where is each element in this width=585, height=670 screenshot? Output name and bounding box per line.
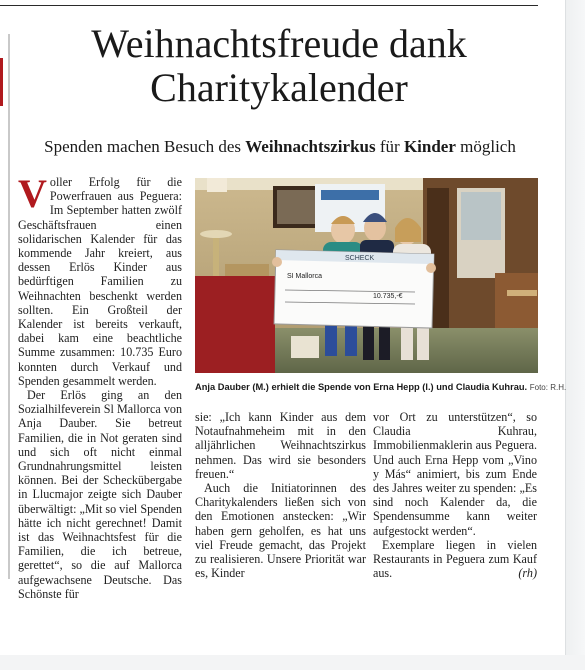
page-edge-bottom [0,655,585,670]
cheque-payee: SI Mallorca [287,273,323,280]
subhead-bold-2: Kinder [403,137,456,156]
page-edge-right [565,0,585,670]
adjacent-article-edge [0,58,3,106]
subhead-text-2: für [375,137,404,156]
article-column-3 [373,410,537,580]
photo-caption [195,381,567,394]
subhead-text-1: Spenden machen Besuch des [44,137,246,156]
photo-credit: Foto: R.H. [529,383,567,392]
cheque-amount: 10.735,-€ [373,293,403,300]
article-column-2 [195,410,366,580]
paragraph-1-text: oller Erfolg für die Powerfrauen aus Peguera: Im September hatten zwölf Geschäftsfrauen einen solidarischen Kalender für das kommende Jahr kreiert, aus dessen Erlös Kinder aus bedürftigen Familien zu Weihnachten beschenkt werden sollten. Ein Großteil der Kalender ist bereits verkauft, dabei kam eine beachtliche Summe zusammen: 10.735 Euro konnten durch Verkauf und Spenden gesammelt werden. [18,175,182,388]
cheque-header: SCHECK [345,255,375,262]
top-rule [0,5,538,6]
paragraph-2: Der Erlös ging an den Sozialhilfeverein Sl Mallorca von Anja Dauber. Sie betreut Familien, die in Not geraten sind und sich oft nicht einmal Grundnahrungsmittel leisten können. Bei der Scheckübergabe in Llucmajor zeigte sich Dauber überwältigt: „Mit so viel Spenden hätte ich nicht gerechnet! Damit ist das Weihnachtsfest für die Familien, die ich betreue, gerettet“, so die auf Mallorca aufgewachsene Deutsche. Das Schönste für [18,388,182,601]
paragraph-6 [373,538,537,581]
headline-line-2: Charitykalender [150,65,408,110]
paragraph-6-text: Exemplare liegen in vielen Restaurants in Peguera zum Kauf aus. [373,537,537,581]
article-column-1 [18,171,182,601]
author-signature: (rh) [518,566,537,581]
paragraph-5: vor Ort zu unterstützen“, so Claudia Kuhrau, Immobilienmaklerin aus Peguera. Und auch Erna Hepp vom „Vino y Más“ animiert, bis zum Ende des Jahres weiter zu spenden: „Es sind noch Kalender da, die Spendensumme kann weiter aufgestockt werden“. [373,410,537,538]
subhead-text-3: möglich [455,137,516,156]
caption-text: Anja Dauber (M.) erhielt die Spende von Erna Hepp (l.) und Claudia Kuhrau. [195,382,528,392]
subhead-bold-1: Weihnachtszirkus [245,137,376,156]
headline [20,22,538,110]
article-photo [195,178,538,373]
paragraph-1 [18,171,182,388]
paragraph-3: sie: „Ich kann Kinder aus dem Notaufnahmeheim mit in den alljährlichen Weihnachtszirkus nehmen. Das wird sie besonders freuen.“ [195,410,366,481]
paragraph-4: Auch die Initiatorinnen des Charitykalenders ließen sich von den Emotionen anstecken: „Wir haben gern geholfen, es hat uns viel Freude gemacht, das Projekt zu realisieren. Unsere Priorität war es, Kinder [195,481,366,581]
cheque-handover-photo [195,178,538,373]
headline-line-1: Weihnachtsfreude dank [91,21,467,66]
subheadline [22,136,538,158]
drop-cap: V [18,171,47,216]
column-divider-left [8,34,10,579]
